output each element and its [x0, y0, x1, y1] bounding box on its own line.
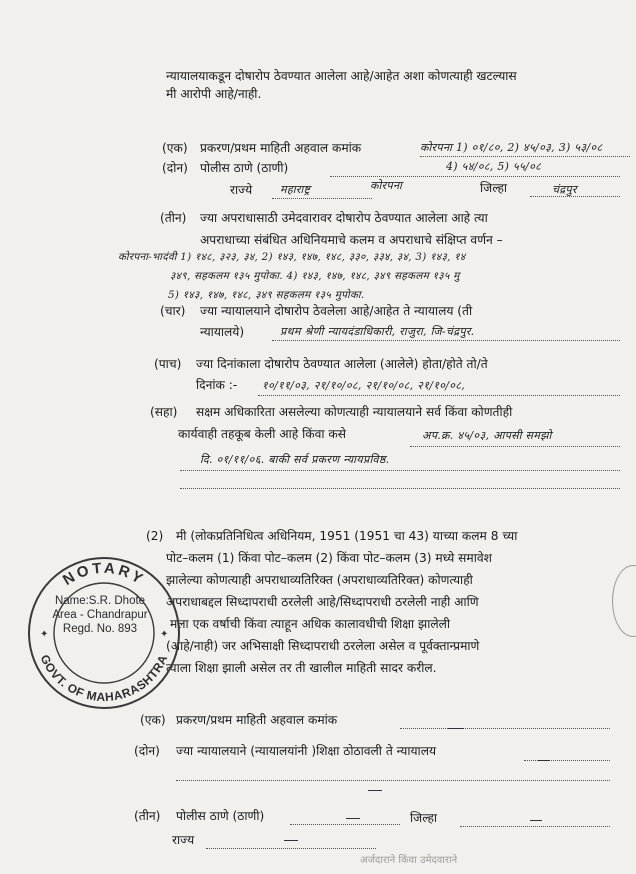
- item-don-text: पोलीस ठाणे (ठाणी): [200, 161, 289, 175]
- intro-line-2: मी आरोपी आहे/नाही.: [166, 87, 262, 101]
- item-saha-label: (सहा): [150, 405, 178, 419]
- district-line: [530, 196, 620, 197]
- section-2-line-5: मला एक वर्षाची किंवा त्याहून अधिक कालावधीची शिक्षा झालेली: [170, 617, 451, 631]
- s2-teen-dash: [346, 818, 360, 819]
- section-2-line-6: (आहे/नाही) जर अभिसाक्षी सिध्दापराधी ठरलेला असेल व पूर्वक्तान्प्रमाणे: [166, 639, 480, 653]
- s2-don-dash-2: [368, 790, 382, 791]
- adjournment-handwriting-1: अप.क्र. ४५/०३, आपसी समझो: [422, 429, 552, 442]
- police-station-handwriting: कोरपना: [370, 179, 403, 192]
- s2-item-don-text: ज्या न्यायालयाने (न्यायालयांनी )शिक्षा ठोठावली ते न्यायालय: [176, 744, 437, 758]
- item-char-label: (चार): [160, 304, 186, 318]
- s2-item-ek-text: प्रकरण/प्रथम माहिती अहवाल कमांक: [176, 713, 338, 727]
- partial-seal-right: [612, 565, 636, 637]
- item-teen-text-2: अपराधाच्या संबंधित अधिनियमाचे कलम व अपराधाचे संक्षिप्त वर्णन –: [200, 233, 503, 247]
- s2-don-line: [524, 760, 610, 761]
- notary-area: Area - Chandrapur: [52, 609, 148, 621]
- stamp-star-left-icon: ✦: [40, 629, 49, 640]
- section-2-line-7: त्याला शिक्षा झाली असेल तर ती खालील माहिती सादर करील.: [166, 661, 437, 675]
- s2-teen-line: [290, 824, 400, 825]
- item-saha-text-2: कार्यवाही तहकूब केली आहे किंवा कसे: [178, 427, 347, 441]
- item-ek-label: (एक): [162, 141, 188, 155]
- s2-district-label: जिल्हा: [410, 811, 438, 825]
- s2-ek-dash: [448, 728, 464, 729]
- dates-line: [258, 395, 620, 396]
- s2-item-ek-label: (एक): [140, 713, 166, 727]
- item-pach-text-2: दिनांक :-: [196, 378, 238, 392]
- notary-regd: Regd. No. 893: [62, 623, 138, 635]
- item-char-text-2: न्यायालये): [200, 325, 245, 339]
- adjournment-line-1: [410, 446, 620, 447]
- s2-district-line: [460, 826, 610, 827]
- s2-item-teen-text: पोलीस ठाणे (ठाणी): [176, 809, 265, 823]
- s2-state-line: [206, 848, 376, 849]
- item-don-label: (दोन): [162, 161, 188, 175]
- s2-don-line-2: [176, 780, 610, 781]
- section-2-line-2: पोट–कलम (1) किंवा पोट–कलम (2) किंवा पोट–कलम (3) मध्ये समावेश: [166, 551, 492, 565]
- section-2-line-4: अपराधाबद्दल सिध्दापराधी ठरलेली आहे/सिध्दापराधी ठरलेली नाही आणि: [166, 595, 479, 609]
- court-handwriting: प्रथम श्रेणी न्यायदंडाधिकारी, राजुरा, जि-चंद्रपुर.: [280, 325, 475, 338]
- s2-item-don-label: (दोन): [134, 744, 160, 758]
- offence-handwriting-2: ३४९, सहकलम १३५ मुपोका. 4) १४३, १४७, १४८, ३४९ सहकलम १३५ मु: [170, 270, 460, 282]
- item-ek-handwriting-1: कोरपना 1) ०१/८०, 2) ४५/०३, 3) ५३/०८: [420, 141, 603, 154]
- state-handwriting: महाराष्ट्र: [280, 183, 311, 196]
- stamp-top-text: NOTARY: [59, 559, 149, 589]
- offence-handwriting-3: 5) १४३, १४७, १४८, ३४९ सहकलम १३५ मुपोका.: [168, 289, 365, 301]
- item-teen-text-1: ज्या अपराधासाठी उमेदवारावर दोषारोप ठेवण्यात आलेला आहे त्या: [200, 211, 488, 225]
- charge-dates-handwriting: १०/११/०३, २१/१०/०८, २१/१०/०८, २१/१०/०८,: [262, 379, 466, 392]
- state-label: राज्ये: [230, 183, 253, 197]
- item-pach-label: (पाच): [154, 357, 182, 371]
- stamp-star-right-icon: ✦: [160, 629, 169, 640]
- s2-item-teen-label: (तीन): [134, 809, 161, 823]
- item-ek-line: [420, 156, 630, 157]
- item-pach-text-1: ज्या दिनांकाला दोषारोप ठेवण्यात आलेला (आलेले) होता/होते तो/ते: [196, 357, 488, 371]
- adjournment-line-3: [180, 488, 620, 489]
- s2-state-label: राज्य: [172, 833, 195, 847]
- faint-bleed-text: अर्जदाराने किंवा उमेदवाराने: [360, 855, 458, 866]
- intro-line-1: न्यायालयाकडून दोषारोप ठेवण्यात आलेला आहे/आहेत अशा कोणत्याही खटल्यास: [166, 69, 517, 83]
- stamp-bottom-text: GOVT. OF MAHARASHTRA: [37, 652, 171, 705]
- section-2-line-1: मी (लोकप्रतिनिधित्व अधिनियम, 1951 (1951 चा 43) याच्या कलम 8 च्या: [176, 529, 518, 543]
- item-don-line: [330, 176, 620, 177]
- s2-don-dash: [538, 760, 550, 761]
- section-2-line-3: झालेल्या कोणत्याही अपराधाव्यतिरिक्त (अपराधाव्यतिरिक्त) कोणत्याही: [166, 573, 473, 587]
- district-handwriting: चंद्रपुर: [552, 183, 577, 196]
- court-line: [272, 340, 620, 341]
- item-char-text-1: ज्या न्यायालयाने दोषारोप ठेवलेला आहे/आहेत ते न्यायालय (ती: [200, 304, 473, 318]
- s2-district-dash: [530, 820, 542, 821]
- item-ek-text: प्रकरण/प्रथम माहिती अहवाल कमांक: [200, 141, 362, 155]
- district-label: जिल्हा: [480, 181, 508, 195]
- stamp-center-text: [36, 594, 164, 636]
- s2-state-dash: [284, 840, 298, 841]
- notary-name: Name:S.R. Dhote: [54, 595, 146, 607]
- state-line: [272, 198, 372, 199]
- item-ek-handwriting-2: 4) ५४/०८, 5) ५५/०८: [446, 160, 542, 173]
- adjournment-handwriting-2: दि. ०१/११/०६. बाकी सर्व प्रकरण न्यायप्रविष्ठ.: [200, 453, 390, 466]
- s2-ek-line: [400, 728, 610, 729]
- item-teen-label: (तीन): [160, 211, 187, 225]
- adjournment-line-2: [180, 470, 620, 471]
- item-saha-text-1: सक्षम अधिकारिता असलेल्या कोणत्याही न्यायालयाने सर्व किंवा कोणतीही: [196, 405, 513, 419]
- offence-handwriting-1: कोरपना-भादंवी 1) १४८, ३२३, ३४, 2) १४३, १४७, १४८, ३३०, ३३४, ३४, 3) १४३, १४: [118, 251, 466, 263]
- section-2-number: (2): [146, 529, 164, 543]
